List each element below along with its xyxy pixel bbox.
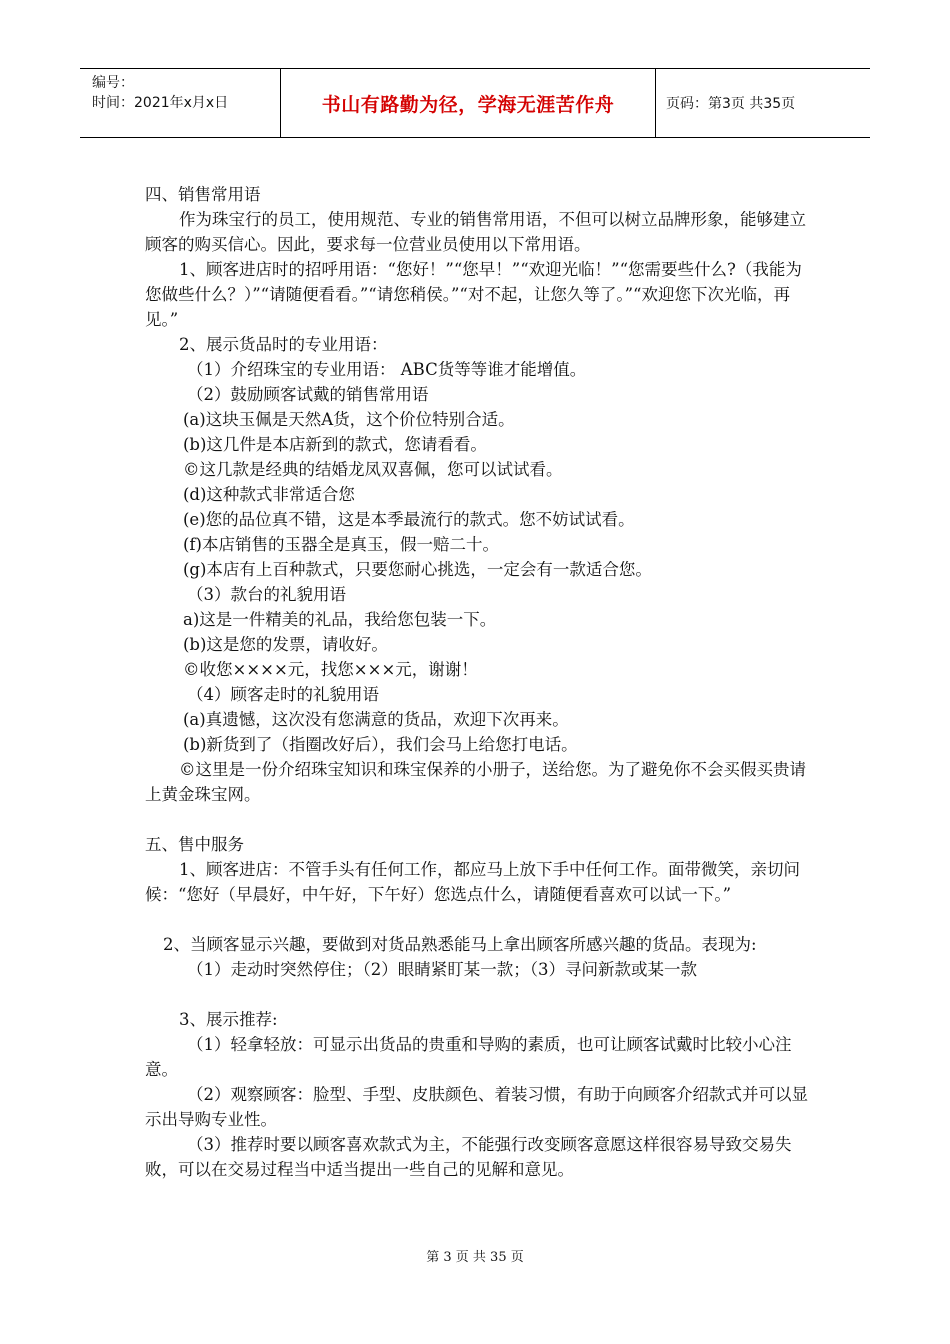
list-item: (d)这种款式非常适合您 <box>183 485 355 504</box>
list-item: ©收您××××元，找您×××元，谢谢！ <box>183 660 478 679</box>
header-page-info: 页码：第3页 共35页 <box>666 96 796 112</box>
paragraph: 1、顾客进店时的招呼用语：“您好！”“您早！”“欢迎光临！”“您需要些什么?（我能为您做些什么？）”“请随便看看。”“请您稍侯。”“对不起，让您久等了。”“欢迎您下次光临，再见。” <box>145 260 802 329</box>
header-motto: 书山有路勤为径，学海无涯苦作舟 <box>281 69 656 137</box>
paragraph: （2）观察顾客：脸型、手型、皮肤颜色、着装习惯，有助于向顾客介绍款式并可以显示出导购专业性。 <box>145 1085 808 1129</box>
section-title: 四、销售常用语 <box>145 185 261 204</box>
header-meta <box>80 69 281 137</box>
list-item: (a)这块玉佩是天然A货，这个价位特别合适。 <box>183 410 515 429</box>
list-item: （3）款台的礼貌用语 <box>187 585 346 604</box>
list-item: （2）鼓励顾客试戴的销售常用语 <box>187 385 429 404</box>
paragraph: 2、展示货品时的专业用语： <box>179 335 388 354</box>
paragraph: 3、展示推荐: <box>179 1010 278 1029</box>
spacer <box>145 807 810 832</box>
paragraph: 作为珠宝行的员工，使用规范、专业的销售常用语，不但可以树立品牌形象，能够建立顾客的购买信心。因此，要求每一位营业员使用以下常用语。 <box>145 210 806 254</box>
paragraph: （3）推荐时要以顾客喜欢款式为主，不能强行改变顾客意愿这样很容易导致交易失败，可以在交易过程当中适当提出一些自己的见解和意见。 <box>145 1135 792 1179</box>
paragraph: ©这里是一份介绍珠宝知识和珠宝保养的小册子，送给您。为了避免你不会买假买贵请上黄金珠宝网。 <box>145 760 806 804</box>
list-item: (a)真遗憾，这次没有您满意的货品，欢迎下次再来。 <box>183 710 569 729</box>
list-item: (f)本店销售的玉器全是真玉，假一赔二十。 <box>183 535 499 554</box>
paragraph: （1）轻拿轻放：可显示出货品的贵重和导购的素质，也可让顾客试戴时比较小心注意。 <box>145 1035 792 1079</box>
list-item: (g)本店有上百种款式，只要您耐心挑选，一定会有一款适合您。 <box>183 560 652 579</box>
list-item: (b)新货到了（指圈改好后），我们会马上给您打电话。 <box>183 735 578 754</box>
page-footer: 第 3 页 共 35 页 <box>426 1250 524 1265</box>
list-item: (b)这几件是本店新到的款式，您请看看。 <box>183 435 487 454</box>
paragraph: 1、顾客进店：不管手头有任何工作，都应马上放下手中任何工作。面带微笑，亲切问候：“您好（早晨好，中午好，下午好）您选点什么，请随便看喜欢可以试一下。” <box>145 860 800 904</box>
document-body <box>145 182 810 1182</box>
list-item: （4）顾客走时的礼貌用语 <box>187 685 379 704</box>
date-label: 时间：2021年x月x日 <box>92 95 229 111</box>
list-item: (e)您的品位真不错，这是本季最流行的款式。您不妨试试看。 <box>183 510 635 529</box>
list-item: a)这是一件精美的礼品，我给您包装一下。 <box>183 610 497 629</box>
section-title: 五、售中服务 <box>145 835 244 854</box>
list-item: （1）走动时突然停住；（2）眼睛紧盯某一款；（3）寻问新款或某一款 <box>187 960 697 979</box>
spacer <box>145 982 810 1007</box>
number-label: 编号： <box>92 75 134 91</box>
list-item: （1）介绍珠宝的专业用语： ABC货等等谁才能增值。 <box>187 360 587 379</box>
list-item: (b)这是您的发票，请收好。 <box>183 635 388 654</box>
document-header <box>80 68 870 138</box>
spacer <box>145 907 810 932</box>
paragraph: 2、当顾客显示兴趣，要做到对货品熟悉能马上拿出顾客所感兴趣的货品。表现为: <box>163 935 757 954</box>
list-item: ©这几款是经典的结婚龙凤双喜佩，您可以试试看。 <box>183 460 563 479</box>
